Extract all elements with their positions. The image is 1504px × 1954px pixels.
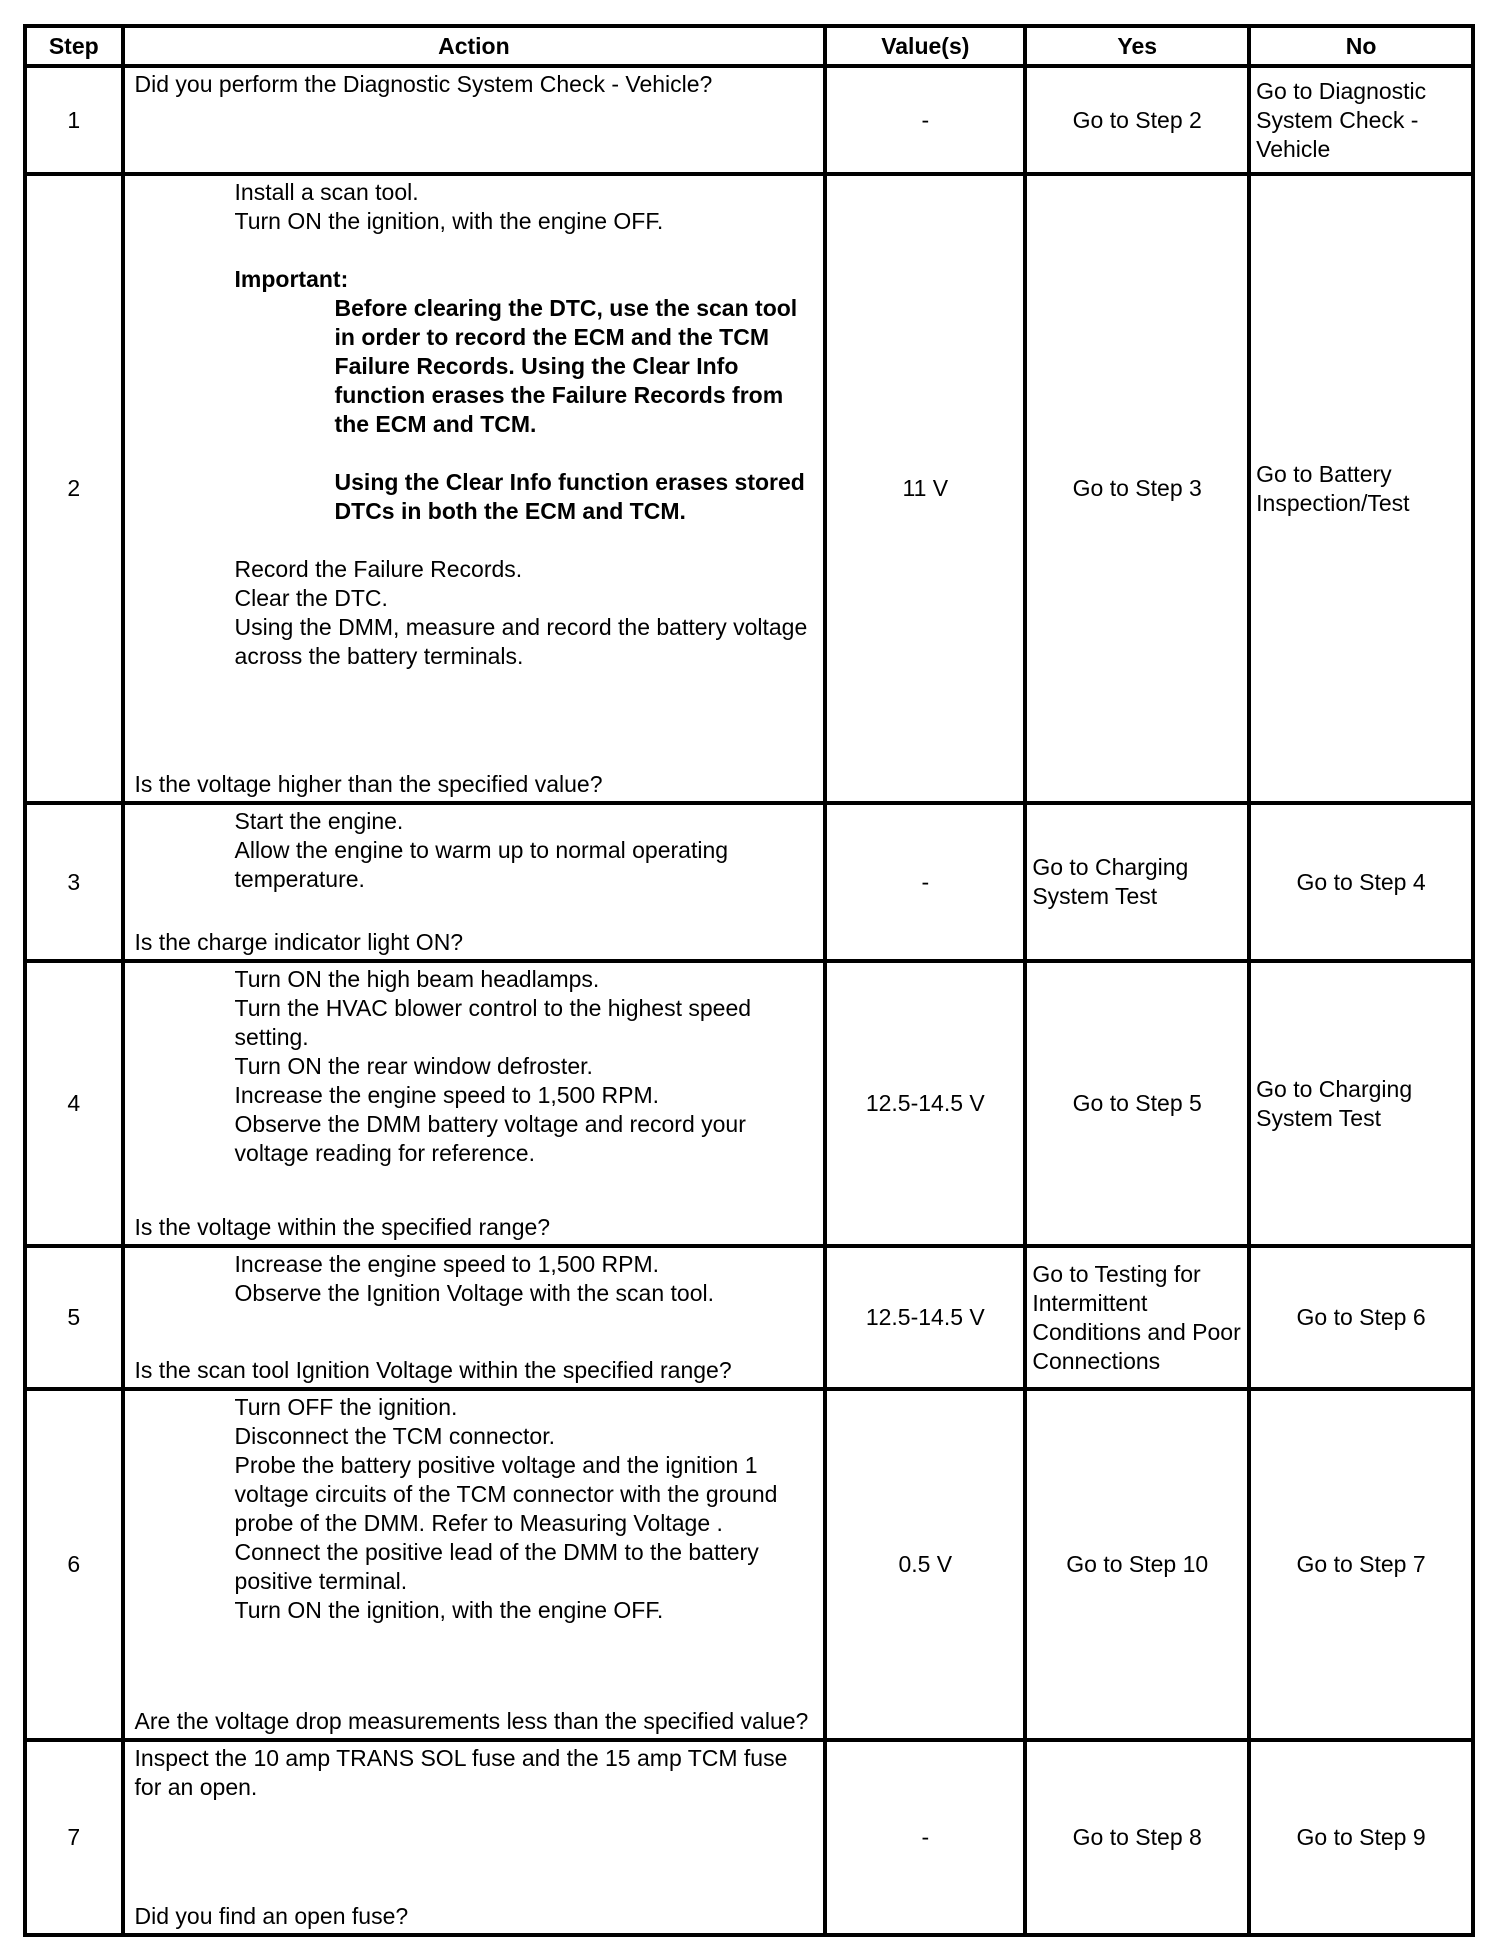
important-label: Important: bbox=[234, 266, 349, 293]
instruction-text: Observe the Ignition Voltage with the scan tool. bbox=[234, 1280, 714, 1307]
header-values: Value(s) bbox=[825, 26, 1025, 66]
yes-cell: Go to Step 5 bbox=[1025, 961, 1249, 1246]
header-yes: Yes bbox=[1025, 26, 1249, 66]
no-cell: Go to Step 4 bbox=[1249, 803, 1473, 961]
action-cell bbox=[123, 1740, 826, 1935]
action-cell bbox=[123, 803, 826, 961]
important-note bbox=[135, 265, 814, 526]
step-number: 4 bbox=[25, 961, 123, 1246]
instruction-text: Install a scan tool. bbox=[234, 179, 419, 206]
instruction-text: Record the Failure Records. bbox=[234, 556, 523, 583]
instruction-text: Connect the positive lead of the DMM to the battery positive terminal. bbox=[234, 1538, 759, 1594]
header-row bbox=[25, 26, 1473, 66]
yes-cell: Go to Step 10 bbox=[1025, 1389, 1249, 1740]
step-number: 6 bbox=[25, 1389, 123, 1740]
question-text: Did you perform the Diagnostic System Check - Vehicle? bbox=[134, 71, 713, 97]
question-text: Is the voltage within the specified range? bbox=[134, 1214, 551, 1241]
value-cell: - bbox=[825, 66, 1025, 174]
value-cell: 12.5-14.5 V bbox=[825, 1246, 1025, 1388]
value-cell: 11 V bbox=[825, 174, 1025, 803]
diagnostic-table bbox=[23, 24, 1475, 1937]
step-number: 7 bbox=[25, 1740, 123, 1935]
yes-cell: Go to Charging System Test bbox=[1025, 803, 1249, 961]
value-cell: 0.5 V bbox=[825, 1389, 1025, 1740]
yes-cell: Go to Step 8 bbox=[1025, 1740, 1249, 1935]
question-text: Is the scan tool Ignition Voltage within the specified range? bbox=[134, 1356, 732, 1383]
action-cell bbox=[123, 66, 826, 174]
table-row bbox=[25, 961, 1473, 1246]
no-cell: Go to Battery Inspection/Test bbox=[1249, 174, 1473, 803]
step-number: 5 bbox=[25, 1246, 123, 1388]
instruction-text: Probe the battery positive voltage and the ignition 1 voltage circuits of the TCM connector with the ground probe of the DMM. Refer to Measuring Voltage . bbox=[234, 1451, 778, 1536]
header-action: Action bbox=[123, 26, 826, 66]
value-cell: 12.5-14.5 V bbox=[825, 961, 1025, 1246]
step-number: 1 bbox=[25, 66, 123, 174]
yes-cell: Go to Step 3 bbox=[1025, 174, 1249, 803]
instruction-text: Turn ON the ignition, with the engine OFF. bbox=[234, 1596, 664, 1623]
header-step: Step bbox=[25, 26, 123, 66]
question-text: Did you find an open fuse? bbox=[134, 1903, 409, 1929]
value-cell: - bbox=[825, 1740, 1025, 1935]
table-row bbox=[25, 1246, 1473, 1388]
value-cell: - bbox=[825, 803, 1025, 961]
instruction-text: Observe the DMM battery voltage and record your voltage reading for reference. bbox=[234, 1111, 746, 1167]
instruction-text: Turn the HVAC blower control to the highest speed setting. bbox=[234, 995, 752, 1051]
table-row bbox=[25, 1389, 1473, 1740]
table-row bbox=[25, 174, 1473, 803]
instruction-text: Increase the engine speed to 1,500 RPM. bbox=[234, 1082, 660, 1109]
instruction-text: Inspect the 10 amp TRANS SOL fuse and the 15 amp TCM fuse for an open. bbox=[134, 1745, 788, 1801]
yes-cell: Go to Step 2 bbox=[1025, 66, 1249, 174]
question-text: Is the charge indicator light ON? bbox=[134, 929, 464, 956]
instruction-text: Allow the engine to warm up to normal operating temperature. bbox=[234, 837, 729, 893]
question-text: Are the voltage drop measurements less than the specified value? bbox=[134, 1708, 809, 1735]
action-cell bbox=[123, 174, 826, 803]
question-text: Is the voltage higher than the specified value? bbox=[134, 771, 603, 798]
table-row bbox=[25, 1740, 1473, 1935]
step-number: 2 bbox=[25, 174, 123, 803]
instruction-text: Turn OFF the ignition. bbox=[234, 1393, 458, 1420]
no-cell: Go to Step 7 bbox=[1249, 1389, 1473, 1740]
important-text: Using the Clear Info function erases stored DTCs in both the ECM and TCM. bbox=[334, 469, 805, 525]
no-cell: Go to Charging System Test bbox=[1249, 961, 1473, 1246]
no-cell: Go to Diagnostic System Check - Vehicle bbox=[1249, 66, 1473, 174]
instruction-text: Increase the engine speed to 1,500 RPM. bbox=[234, 1251, 660, 1278]
instruction-text: Clear the DTC. bbox=[234, 585, 388, 612]
instruction-text: Start the engine. bbox=[234, 808, 404, 835]
instruction-text: Turn ON the ignition, with the engine OFF. bbox=[234, 208, 664, 235]
action-cell bbox=[123, 961, 826, 1246]
instruction-text: Disconnect the TCM connector. bbox=[234, 1422, 555, 1449]
no-cell: Go to Step 6 bbox=[1249, 1246, 1473, 1388]
table-row bbox=[25, 66, 1473, 174]
table-row bbox=[25, 803, 1473, 961]
instruction-text: Using the DMM, measure and record the battery voltage across the battery terminals. bbox=[234, 614, 808, 670]
instruction-text: Turn ON the rear window defroster. bbox=[234, 1053, 593, 1080]
yes-cell: Go to Testing for Intermittent Conditions and Poor Connections bbox=[1025, 1246, 1249, 1388]
action-cell bbox=[123, 1246, 826, 1388]
action-cell bbox=[123, 1389, 826, 1740]
important-text: Before clearing the DTC, use the scan tool in order to record the ECM and the TCM Failure Records. Using the Clear Info function erases the Failure Records from the ECM and TCM. bbox=[334, 295, 798, 438]
instruction-text: Turn ON the high beam headlamps. bbox=[234, 966, 600, 993]
header-no: No bbox=[1249, 26, 1473, 66]
no-cell: Go to Step 9 bbox=[1249, 1740, 1473, 1935]
step-number: 3 bbox=[25, 803, 123, 961]
